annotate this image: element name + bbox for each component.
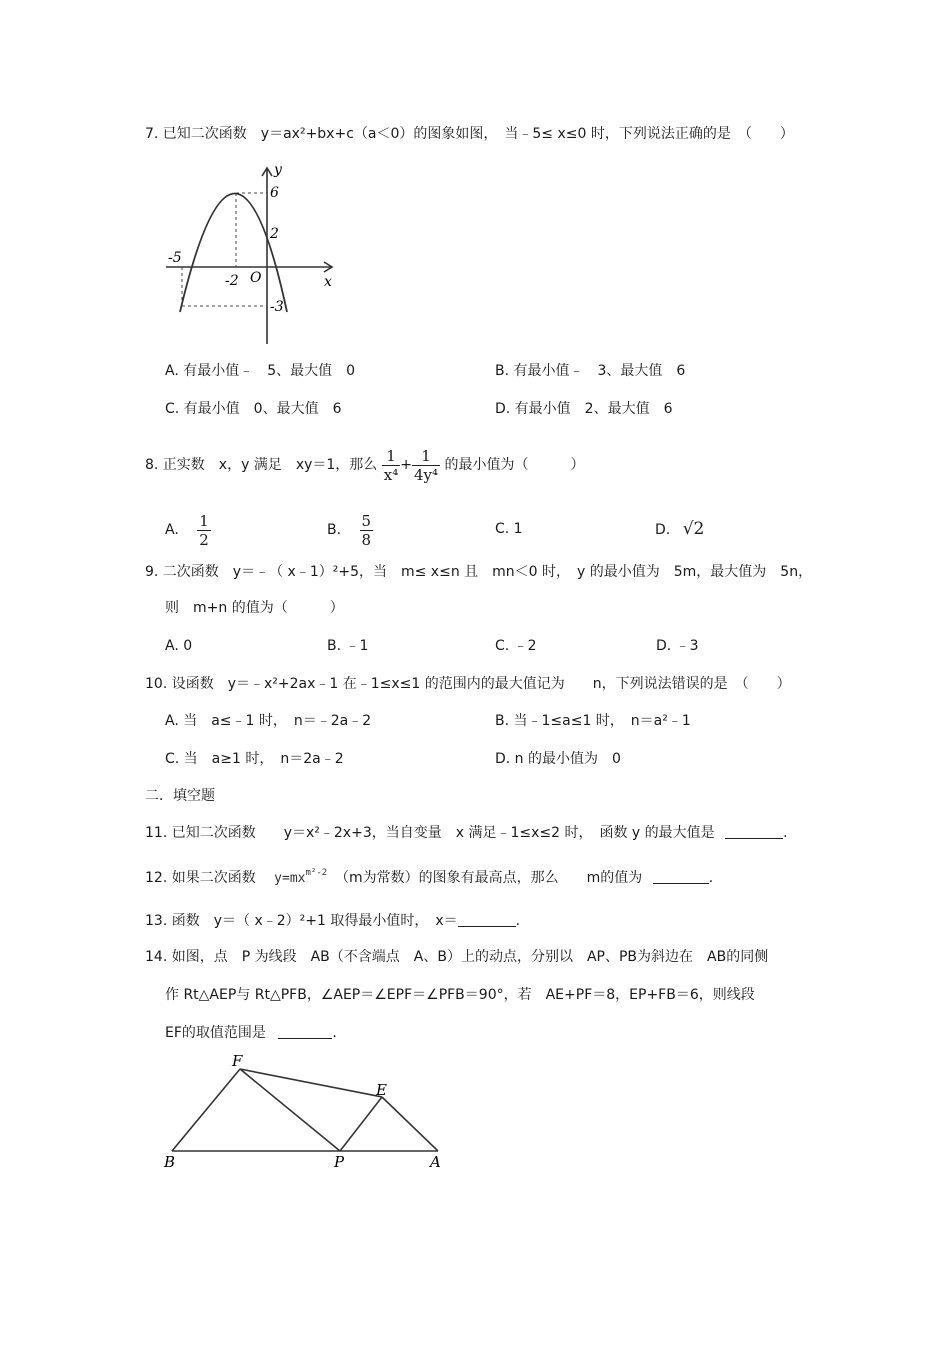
q13-line <box>145 911 520 931</box>
q10-option-c[interactable]: C. 当 a≥1 时， n＝2a﹣2 <box>165 751 344 767</box>
q9-line2: 则 m+n 的值为（ ） <box>165 600 344 616</box>
y-axis-label: y <box>274 162 282 178</box>
q12-pre: 12. 如果二次函数 <box>145 870 256 886</box>
q14-line1: 14. 如图，点 P 为线段 AB（不含端点 A、B）上的动点，分别以 AP、PB为斜边在 AB的同侧 <box>145 949 769 965</box>
q8-d-label: D. <box>655 522 671 538</box>
q8-frac1-num: 1 <box>386 446 396 465</box>
q8-a-fraction <box>197 512 211 549</box>
q8-option-d[interactable] <box>655 519 704 540</box>
q8-option-a[interactable] <box>165 508 211 552</box>
section-heading: 二．填空题 <box>145 788 215 804</box>
q12-formula-base: y=mx <box>274 871 306 886</box>
q14-end: . <box>332 1025 337 1041</box>
point-p-label: P <box>334 1153 345 1171</box>
q8-a-den: 2 <box>199 530 209 549</box>
q8-option-c[interactable]: C. 1 <box>495 521 523 537</box>
q13-text: 13. 函数 y＝（ x﹣2）²+1 取得最小值时， x＝ <box>145 913 458 929</box>
q7-option-b[interactable]: B. 有最小值﹣ 3、最大值 6 <box>495 363 686 379</box>
q8-a-num: 1 <box>199 511 209 530</box>
q9-option-a[interactable]: A. 0 <box>165 638 193 654</box>
q8-b-den: 8 <box>361 530 372 549</box>
label-neg5: -5 <box>168 250 182 266</box>
origin-label: O <box>250 270 262 286</box>
q10-option-b[interactable]: B. 当﹣1≤a≤1 时， n＝a²﹣1 <box>495 713 691 729</box>
q8-frac2-den: 4y⁴ <box>413 465 439 484</box>
point-b-label: B <box>164 1153 176 1171</box>
q7-stem: 7. 已知二次函数 y＝ax²+bx+c（a＜0）的图象如图， 当﹣5≤ x≤0 时，下列说法正确的是 （ ） <box>145 126 794 142</box>
point-f-label: F <box>232 1052 243 1070</box>
point-e-label: E <box>376 1081 387 1099</box>
q11-answer-blank[interactable] <box>725 824 783 839</box>
q14-answer-blank[interactable] <box>278 1024 332 1039</box>
q14-text3: EF的取值范围是 <box>165 1025 266 1041</box>
q14-line3 <box>165 1023 337 1043</box>
q12-formula <box>274 868 335 886</box>
q11-text: 11. 已知二次函数 y＝x²﹣2x+3，当自变量 x 满足﹣1≤x≤2 时， 函数 y 的最大值是 <box>145 825 715 841</box>
q14-triangle-figure <box>160 1050 450 1180</box>
q12-line <box>145 866 713 891</box>
q12-end: . <box>708 870 714 886</box>
q9-option-c[interactable]: C. ﹣2 <box>495 638 537 654</box>
q7-parabola-graph <box>162 162 342 347</box>
q8-frac2-num: 1 <box>421 446 431 465</box>
q9-option-d[interactable]: D. ﹣3 <box>656 638 699 654</box>
q8-b-label: B. <box>327 522 342 538</box>
q10-stem: 10. 设函数 y＝﹣x²+2ax﹣1 在﹣1≤x≤1 的范围内的最大值记为 n，下列说法错误的是 （ ） <box>145 676 791 692</box>
q7-option-a[interactable]: A. 有最小值﹣ 5、最大值 0 <box>165 363 356 379</box>
q8-plus: + <box>400 457 412 473</box>
q8-b-fraction <box>360 512 374 549</box>
q13-answer-blank[interactable] <box>458 912 516 927</box>
q8-frac1-den: x⁴ <box>383 465 399 484</box>
q8-d-value: √2 <box>682 519 705 539</box>
q10-option-a[interactable]: A. 当 a≤﹣1 时， n＝﹣2a﹣2 <box>165 713 372 729</box>
q8-stem-b: 的最小值为（ ） <box>444 457 585 473</box>
label-neg2: -2 <box>225 273 239 289</box>
q12-answer-blank[interactable] <box>653 869 709 884</box>
q9-line1: 9. 二次函数 y＝﹣（ x﹣1）²+5，当 m≤ x≤n 且 mn＜0 时， y 的最小值为 5m，最大值为 5n， <box>145 564 813 580</box>
q10-option-d[interactable]: D. n 的最小值为 0 <box>495 751 621 767</box>
label-6: 6 <box>270 185 279 201</box>
q14-line2: 作 Rt△AEP与 Rt△PFB，∠AEP＝∠EPF＝∠PFB＝90°，若 AE+PF＝8，EP+FB＝6，则线段 <box>165 987 755 1003</box>
q7-option-d[interactable]: D. 有最小值 2、最大值 6 <box>495 401 673 417</box>
point-a-label: A <box>430 1153 441 1171</box>
label-2: 2 <box>270 226 279 242</box>
q8-fraction-1 <box>382 447 400 484</box>
q13-end: . <box>515 913 521 929</box>
label-neg3: -3 <box>270 299 284 315</box>
q7-option-c[interactable]: C. 有最小值 0、最大值 6 <box>165 401 342 417</box>
q8-option-b[interactable] <box>327 508 373 552</box>
q9-option-b[interactable]: B. ﹣1 <box>327 638 369 654</box>
q8-b-num: 5 <box>361 511 372 530</box>
q12-formula-exp: m²-2 <box>305 868 328 878</box>
q11-line <box>145 823 788 843</box>
q12-post: （m为常数）的图象有最高点，那么 m的值为 <box>335 870 643 886</box>
x-axis-label: x <box>324 274 332 290</box>
q8-a-label: A. <box>165 522 179 538</box>
q8-fraction-2 <box>412 447 440 484</box>
q8-stem-a: 8. 正实数 x，y 满足 xy＝1，那么 <box>145 457 378 473</box>
q8-stem <box>145 440 584 490</box>
q11-end: . <box>783 825 788 841</box>
